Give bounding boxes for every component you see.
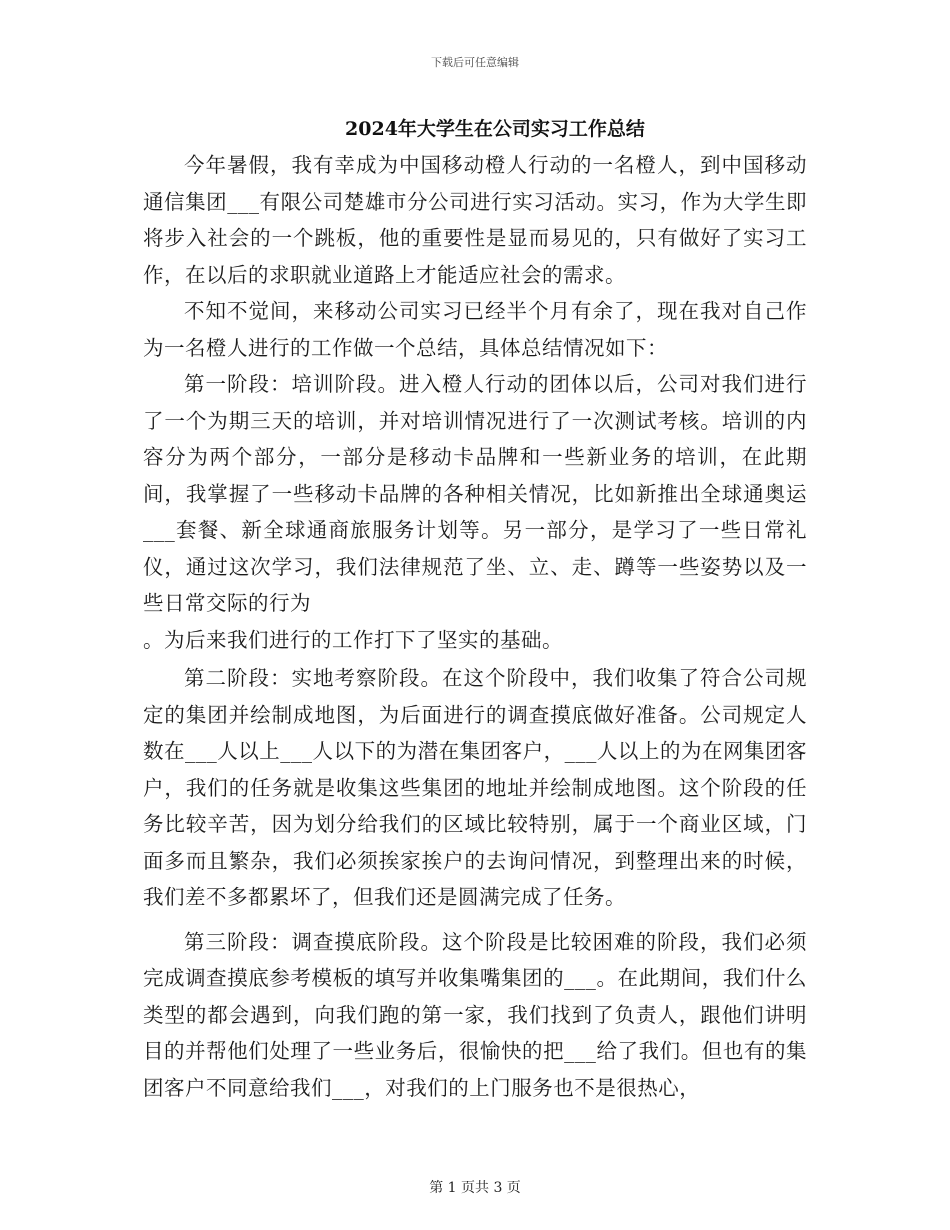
document-title: 2024年大学生在公司实习工作总结 bbox=[345, 118, 645, 140]
paragraph-stage-one-continued: 。为后来我们进行的工作打下了坚实的基础。 bbox=[143, 627, 563, 652]
paragraph-stage-two: 第二阶段：实地考察阶段。在这个阶段中，我们收集了符合公司规定的集团并绘制成地图，为后面进行的调查摸底做好准备。公司规定人数在___人以上___人以下的为潜在集团客户，___人以上的为在网集团客户，我们的任务就是收集这些集团的地址并绘制成地图。这个阶段的任务比较辛苦，因为划分给我们的区域比较特别，属于一个商业区域，门面多而且繁杂，我们必须挨家挨户的去询问情况，到整理出来的时候，我们差不多都累坏了，但我们还是圆满完成了任务。 bbox=[143, 666, 807, 909]
paragraph-summary-lead: 不知不觉间，来移动公司实习已经半个月有余了，现在我对自己作为一名橙人进行的工作做一个总结，具体总结情况如下： bbox=[143, 299, 807, 360]
page-number: 第 1 页共 3 页 bbox=[429, 1180, 521, 1196]
paragraph-stage-three: 第三阶段：调查摸底阶段。这个阶段是比较困难的阶段，我们必须完成调查摸底参考模板的填写并收集嘴集团的___。在此期间，我们什么类型的都会遇到，向我们跑的第一家，我们找到了负责人，跟他们讲明目的并帮他们处理了一些业务后，很愉快的把___给了我们。但也有的集团客户不同意给我们___，对我们的上门服务也不是很热心， bbox=[143, 929, 807, 1100]
paragraph-stage-one: 第一阶段：培训阶段。进入橙人行动的团体以后，公司对我们进行了一个为期三天的培训，并对培训情况进行了一次测试考核。培训的内容分为两个部分，一部分是移动卡品牌和一些新业务的培训，在此期间，我掌握了一些移动卡品牌的各种相关情况，比如新推出全球通奥运___套餐、新全球通商旅服务计划等。另一部分，是学习了一些日常礼仪，通过这次学习，我们法律规范了坐、立、走、蹲等一些姿势以及一些日常交际的行为 bbox=[143, 372, 807, 615]
document-body bbox=[143, 147, 807, 1106]
paragraph-intro: 今年暑假，我有幸成为中国移动橙人行动的一名橙人，到中国移动通信集团___有限公司楚雄市分公司进行实习活动。实习，作为大学生即将步入社会的一个跳板，他的重要性是显而易见的，只有做好了实习工作，在以后的求职就业道路上才能适应社会的需求。 bbox=[143, 153, 807, 287]
header-note: 下载后可任意编辑 bbox=[431, 56, 519, 69]
